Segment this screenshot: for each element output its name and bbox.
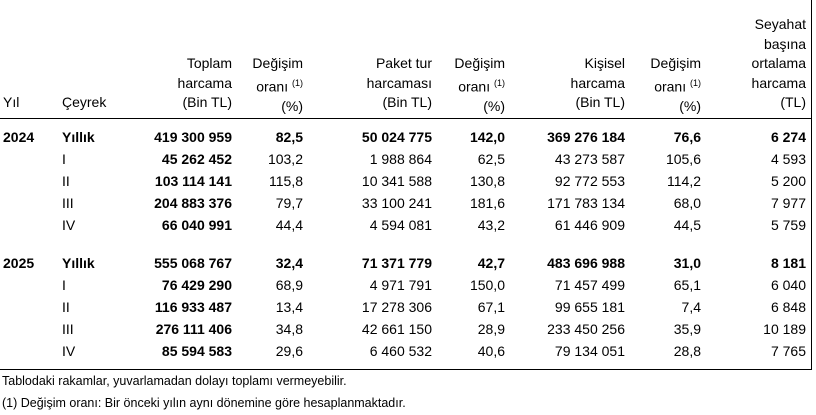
- cell-avg: 7 977: [770, 195, 806, 211]
- cell-ch3: 7,4: [681, 299, 701, 315]
- cell-ch3: 28,8: [673, 343, 701, 359]
- header-personal: Kişisel harcama (Bin TL): [570, 55, 625, 110]
- quarter-label: Yıllık: [62, 129, 95, 145]
- cell-package: 50 024 775: [361, 129, 432, 145]
- cell-ch1: 34,8: [275, 321, 303, 337]
- header-change-1: Değişim oranı $^{(1)}$ (%): [252, 55, 303, 114]
- cell-ch1: 68,9: [275, 277, 303, 293]
- cell-package: 42 661 150: [361, 321, 432, 337]
- cell-personal: 99 655 181: [554, 299, 625, 315]
- header-change-3: Değişim oranı $^{(1)}$ (%): [650, 55, 701, 114]
- cell-package: 33 100 241: [361, 195, 432, 211]
- note-rounding: Tablodaki rakamlar, yuvarlamadan dolayı toplamı vermeyebilir.: [2, 374, 347, 388]
- cell-ch1: 32,4: [275, 255, 303, 271]
- cell-ch3: 76,6: [673, 129, 701, 145]
- header-quarter: Çeyrek: [62, 94, 107, 110]
- cell-package: 10 341 588: [361, 173, 432, 189]
- cell-ch2: 142,0: [469, 129, 505, 145]
- cell-personal: 369 276 184: [547, 129, 625, 145]
- cell-total: 76 429 290: [161, 277, 232, 293]
- cell-package: 6 460 532: [369, 343, 432, 359]
- note-footnote: (1) Değişim oranı: Bir önceki yılın aynı dönemine göre hesaplanmaktadır.: [2, 396, 406, 410]
- quarter-label: IV: [62, 217, 76, 233]
- cell-ch2: 150,0: [469, 277, 505, 293]
- quarter-label: I: [62, 151, 66, 167]
- cell-total: 204 883 376: [154, 195, 232, 211]
- quarter-label: II: [62, 299, 70, 315]
- cell-package: 1 988 864: [369, 151, 432, 167]
- cell-ch1: 44,4: [275, 217, 303, 233]
- cell-ch3: 105,6: [665, 151, 701, 167]
- cell-ch2: 40,6: [477, 343, 505, 359]
- cell-package: 4 971 791: [369, 277, 432, 293]
- cell-total: 103 114 141: [154, 173, 232, 189]
- cell-avg: 7 765: [770, 343, 806, 359]
- cell-personal: 92 772 553: [554, 173, 625, 189]
- cell-avg: 5 759: [770, 217, 806, 233]
- cell-personal: 79 134 051: [554, 343, 625, 359]
- year-label: 2024: [3, 129, 35, 145]
- cell-ch2: 130,8: [469, 173, 505, 189]
- cell-ch3: 31,0: [673, 255, 701, 271]
- cell-ch1: 82,5: [275, 129, 303, 145]
- header-year: Yıl: [3, 94, 20, 110]
- cell-ch3: 65,1: [673, 277, 701, 293]
- cell-personal: 61 446 909: [554, 217, 625, 233]
- cell-personal: 171 783 134: [547, 195, 625, 211]
- cell-personal: 233 450 256: [547, 321, 625, 337]
- cell-total: 85 594 583: [161, 343, 232, 359]
- quarter-label: I: [62, 277, 66, 293]
- quarter-label: Yıllık: [62, 255, 95, 271]
- cell-avg: 4 593: [770, 151, 806, 167]
- cell-total: 116 933 487: [154, 299, 232, 315]
- cell-ch1: 115,8: [269, 173, 303, 189]
- cell-package: 4 594 081: [369, 217, 432, 233]
- cell-ch3: 35,9: [673, 321, 701, 337]
- cell-ch2: 43,2: [477, 217, 505, 233]
- cell-ch1: 79,7: [275, 195, 303, 211]
- cell-avg: 5 200: [770, 173, 806, 189]
- cell-avg: 6 274: [770, 129, 806, 145]
- cell-total: 555 068 767: [154, 255, 232, 271]
- cell-avg: 10 189: [763, 321, 806, 337]
- cell-ch1: 13,4: [275, 299, 303, 315]
- cell-total: 276 111 406: [155, 321, 232, 337]
- header-total: Toplam harcama (Bin TL): [177, 55, 232, 110]
- cell-ch1: 103,2: [267, 151, 303, 167]
- cell-ch1: 29,6: [275, 343, 303, 359]
- cell-avg: 8 181: [770, 255, 806, 271]
- cell-total: 45 262 452: [161, 151, 232, 167]
- header-avg: Seyahat başına ortalama harcama (TL): [751, 16, 806, 110]
- cell-total: 66 040 991: [161, 217, 232, 233]
- header-package: Paket tur harcaması (Bin TL): [366, 55, 432, 110]
- quarter-label: IV: [62, 343, 76, 359]
- cell-package: 17 278 306: [361, 299, 432, 315]
- cell-ch3: 114,2: [667, 173, 701, 189]
- quarter-label: III: [62, 321, 74, 337]
- cell-ch3: 44,5: [673, 217, 701, 233]
- header-change-2: Değişim oranı $^{(1)}$ (%): [454, 55, 505, 114]
- cell-personal: 43 273 587: [554, 151, 625, 167]
- bottom-rule: [0, 369, 812, 370]
- quarter-label: III: [62, 195, 74, 211]
- cell-personal: 71 457 499: [554, 277, 625, 293]
- cell-ch3: 68,0: [673, 195, 701, 211]
- cell-ch2: 62,5: [477, 151, 505, 167]
- year-label: 2025: [3, 255, 35, 271]
- cell-ch2: 67,1: [477, 299, 505, 315]
- cell-ch2: 28,9: [477, 321, 505, 337]
- quarter-label: II: [62, 173, 70, 189]
- cell-personal: 483 696 988: [547, 255, 625, 271]
- cell-avg: 6 848: [770, 299, 806, 315]
- cell-ch2: 42,7: [477, 255, 505, 271]
- cell-package: 71 371 779: [361, 255, 432, 271]
- cell-total: 419 300 959: [154, 129, 232, 145]
- header-rule: [0, 118, 812, 119]
- cell-avg: 6 040: [770, 277, 806, 293]
- cell-ch2: 181,6: [469, 195, 505, 211]
